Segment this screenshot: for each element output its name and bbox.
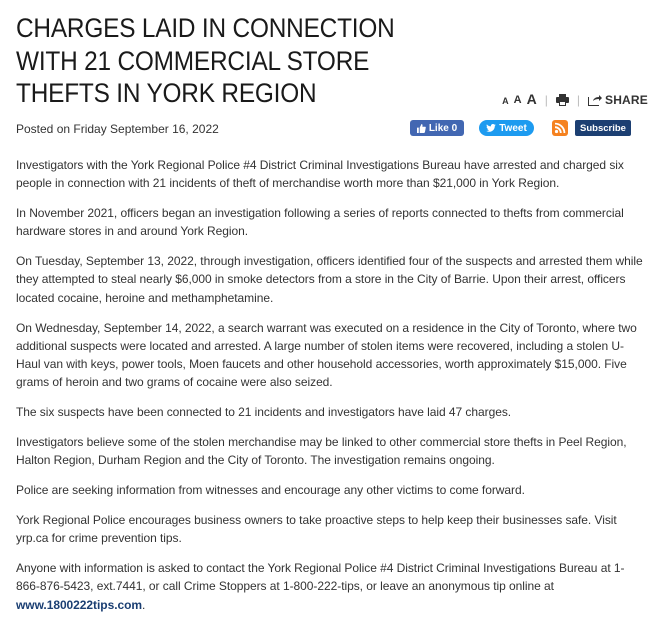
article-paragraph: On Tuesday, September 13, 2022, through investigation, officers identified four of the suspects and arrested them while they attempted to steal nearly $6,000 in smoke detectors from a store in the City of Barrie. Upon their arrest, officers located cocaine, heroine and methamphetamine. xyxy=(16,254,643,305)
font-size-large-button[interactable]: A xyxy=(526,91,537,107)
rss-button[interactable] xyxy=(552,120,568,136)
tools-separator: | xyxy=(576,93,580,107)
share-label: SHARE xyxy=(604,93,648,107)
tweet-button[interactable] xyxy=(479,120,534,136)
article-body xyxy=(16,156,648,622)
twitter-bird-icon xyxy=(486,124,496,132)
contact-end: . xyxy=(142,597,146,612)
article-paragraph: Police are seeking information from witnesses and encourage any other victims to come forward. xyxy=(16,483,525,498)
article-tools xyxy=(502,91,648,107)
subscribe-button[interactable]: Subscribe xyxy=(575,120,631,136)
facebook-like-button[interactable] xyxy=(410,120,464,136)
share-icon xyxy=(588,94,602,106)
font-size-medium-button[interactable]: A xyxy=(513,94,522,106)
tweet-label: Tweet xyxy=(499,122,527,134)
font-size-small-button[interactable]: A xyxy=(502,96,509,106)
rss-icon xyxy=(552,120,568,136)
tools-separator: | xyxy=(544,93,548,107)
thumbs-up-icon xyxy=(417,124,426,133)
printer-icon[interactable] xyxy=(556,94,569,106)
share-button[interactable] xyxy=(588,94,648,107)
article-paragraph: Investigators with the York Regional Police #4 District Criminal Investigations Bureau have arrested and charged six people in connection with 21 incidents of theft of merchandise worth more than $21,000 in York Region. xyxy=(16,158,624,191)
article-paragraph: On Wednesday, September 14, 2022, a search warrant was executed on a residence in the City of Toronto, where two additional suspects were located and arrested. A large number of stolen items were recovered, including a stolen U-Haul van with keys, power tools, Moen faucets and other household accessories, worth approximately $15,000. Five grams of heroin and two grams of cocaine were also seized. xyxy=(16,320,637,390)
article-paragraph: In November 2021, officers began an investigation following a series of reports connected to thefts from commercial hardware stores in and around York Region. xyxy=(16,206,624,239)
article-paragraph: The six suspects have been connected to 21 incidents and investigators have laid 47 charges. xyxy=(16,405,512,420)
article-headline: CHARGES LAID IN CONNECTION WITH 21 COMMERCIAL STORE THEFTS IN YORK REGION xyxy=(16,13,395,108)
posted-date: Posted on Friday September 16, 2022 xyxy=(16,122,219,136)
like-label: Like 0 xyxy=(428,122,458,134)
article-paragraph: York Regional Police encourages business owners to take proactive steps to help keep their businesses safe. Visit yrp.ca for crime prevention tips. xyxy=(16,512,617,546)
article-paragraph: Investigators believe some of the stolen merchandise may be linked to other commercial store thefts in Peel Region, Halton Region, Durham Region and the City of Toronto. The investigation remains ongoing. xyxy=(16,435,627,468)
contact-paragraph xyxy=(16,559,648,614)
crime-stoppers-link[interactable]: www.1800222tips.com xyxy=(16,597,142,612)
contact-text: Anyone with information is asked to contact the York Regional Police #4 District Criminal Investigations Bureau at 1-866-876-5423, ext.7441, or call Crime Stoppers at 1-800-222-tips, or leave an anonymous tip online at xyxy=(16,561,625,594)
